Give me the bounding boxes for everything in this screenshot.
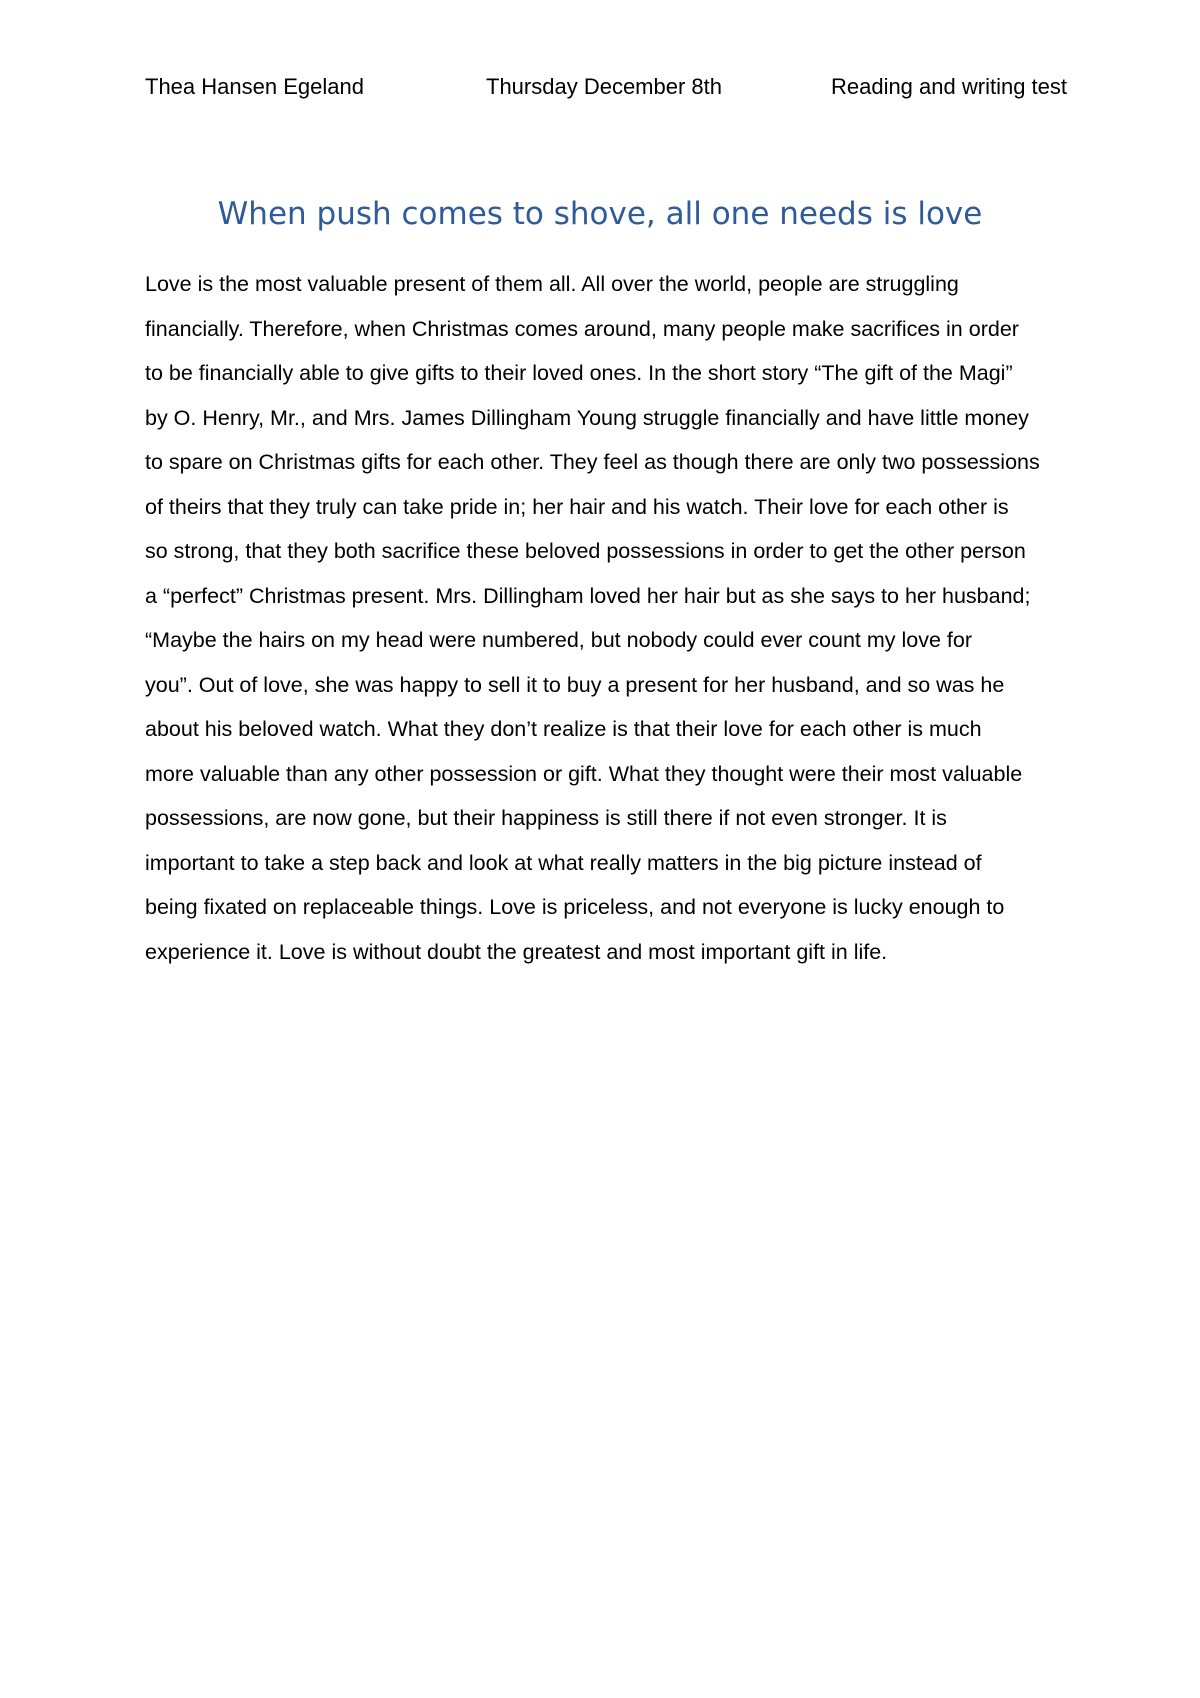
body-line: Love is the most valuable present of them all. All over the world, people are struggling (145, 272, 959, 296)
body-line: to be financially able to give gifts to their loved ones. In the short story “The gift of the Magi” (145, 361, 1013, 385)
essay-title: When push comes to shove, all one needs is love (217, 196, 983, 232)
body-line: being fixated on replaceable things. Love is priceless, and not everyone is lucky enough to (145, 895, 1005, 919)
body-line: more valuable than any other possession or gift. What they thought were their most valuable (145, 761, 1023, 786)
body-line: you”. Out of love, she was happy to sell it to buy a present for her husband, and so was he (145, 672, 1005, 697)
body-line: experience it. Love is without doubt the greatest and most important gift in life. (145, 939, 888, 964)
body-line: a “perfect” Christmas present. Mrs. Dillingham loved her hair but as she says to her husband; (145, 583, 1031, 608)
document-date: Thursday December 8th (486, 74, 722, 99)
essay-body (145, 262, 1075, 974)
body-line: financially. Therefore, when Christmas comes around, many people make sacrifices in order (145, 316, 1019, 341)
body-line: about his beloved watch. What they don’t realize is that their love for each other is much (145, 717, 982, 741)
body-line: of theirs that they truly can take pride in; her hair and his watch. Their love for each other is (145, 494, 1009, 519)
page-header (145, 72, 1067, 102)
body-line: to spare on Christmas gifts for each other. They feel as though there are only two possessions (145, 450, 1040, 474)
body-line: possessions, are now gone, but their happiness is still there if not even stronger. It is (145, 806, 947, 830)
body-line: by O. Henry, Mr., and Mrs. James Dillingham Young struggle financially and have little money (145, 405, 1029, 430)
body-line: important to take a step back and look at what really matters in the big picture instead of (145, 850, 982, 875)
body-line: “Maybe the hairs on my head were numbered, but nobody could ever count my love for (145, 628, 973, 652)
body-line: so strong, that they both sacrifice these beloved possessions in order to get the other person (145, 539, 1026, 563)
document-subject: Reading and writing test (830, 74, 1067, 99)
author-name: Thea Hansen Egeland (145, 74, 364, 99)
